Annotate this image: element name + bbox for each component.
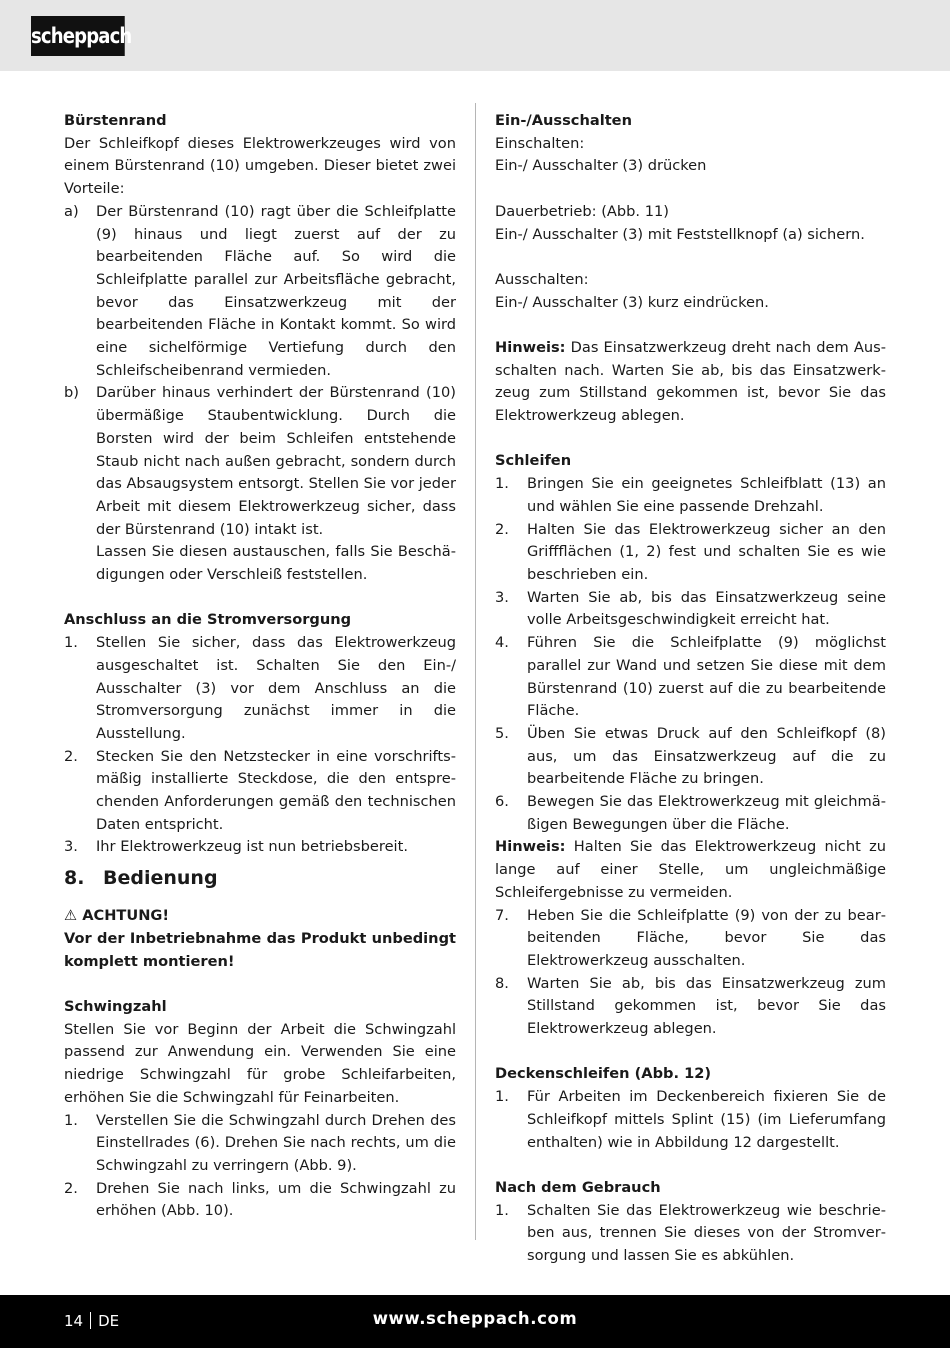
- label-ausschalten: Ausschalten:: [495, 270, 589, 288]
- text-dauerbetrieb: Ein-/ Ausschalter (3) mit Feststellknopf (a) sichern.: [495, 225, 865, 243]
- paragraph: Stellen Sie vor Beginn der Arbeit die Schwingzahl passend zur Anwendung ein. Verwenden Sie eine niedrige Schwingzahl für grobe Schleifarbeiten, erhöhen Sie die Schwingzahl für Feinarbeiten.: [64, 1020, 456, 1106]
- warning-text: Vor der Inbetriebnahme das Produkt unbedingt komplett montieren!: [64, 929, 456, 970]
- section-title: Bedienung: [103, 867, 218, 890]
- heading-nach-dem-gebrauch: Nach dem Gebrauch: [495, 1178, 661, 1196]
- list-item: [64, 201, 456, 383]
- list-text: Üben Sie etwas Druck auf den Schleifkopf (8) aus, um das Einsatzwerkzeug auf die zu bearbeitende Fläche zu bringen.: [527, 724, 886, 788]
- heading-buerstenrand: Bürstenrand: [64, 112, 167, 129]
- list-marker: 4.: [495, 634, 509, 652]
- list-text: Warten Sie ab, bis das Einsatzwerkzeug seine volle Arbeitsgeschwindigkeit erreicht hat.: [527, 588, 886, 629]
- list-text: Für Arbeiten im Deckenbereich fixieren Sie de Schleifkopf mittels Splint (15) (im Lieferumfang enthalten) wie in Abbildung 12 dargestellt.: [527, 1088, 886, 1151]
- list-text: Ihr Elektrowerkzeug ist nun betriebsbereit.: [96, 838, 408, 856]
- list-text: Führen Sie die Schleifplatte (9) möglichst parallel zur Wand und setzen Sie diese mit dem Bürstenrand (10) zuerst auf die zu bearbeitende Fläche.: [527, 634, 886, 720]
- website-url: www.scheppach.com: [372, 1309, 578, 1328]
- column-divider: [475, 103, 476, 1240]
- list-item: [495, 632, 886, 723]
- list-text: Bewegen Sie das Elektrowerkzeug mit gleichmäßigen Bewegungen über die Fläche.: [527, 793, 886, 833]
- list-item: [495, 905, 886, 973]
- list-marker: 7.: [495, 906, 509, 924]
- list-item: [64, 746, 456, 837]
- list-text: Schalten Sie das Elektrowerkzeug wie beschrieben aus, trennen Sie dieses von der Stromversorgung und lassen Sie es abkühlen.: [527, 1201, 886, 1265]
- list-item: [495, 791, 886, 836]
- list-marker: 2.: [64, 747, 78, 765]
- page-footer: [0, 1295, 950, 1348]
- list-marker: 1.: [495, 475, 509, 493]
- list-item: [64, 1178, 456, 1223]
- hint-text: Halten Sie das Elektrowerkzeug nicht zu lange auf einer Stelle, um ungleichmäßige Schleifergebnisse zu vermeiden.: [495, 838, 886, 901]
- list-text: Stecken Sie den Netzstecker in eine vorschriftsmäßig installierte Steckdose, die den entsprechenden Anforderungen gemäß den technischen Daten entspricht.: [96, 747, 456, 833]
- paragraph: Der Schleifkopf dieses Elektrowerkzeuges wird von einem Bürstenrand (10) umgeben. Dieser bietet zwei Vorteile:: [64, 134, 456, 198]
- list-item: [495, 1086, 886, 1154]
- heading-anschluss: Anschluss an die Stromversorgung: [64, 611, 352, 629]
- list-text: Warten Sie ab, bis das Einsatzwerkzeug zum Stillstand gekommen ist, bevor Sie das Elektrowerkzeug ablegen.: [527, 974, 886, 1038]
- list-item: [495, 587, 886, 632]
- list-item: [495, 1200, 886, 1268]
- warning-icon: ⚠: [64, 907, 78, 925]
- right-column: [495, 110, 886, 1268]
- list-item: [64, 382, 456, 541]
- hint-label: Hinweis:: [495, 838, 566, 856]
- language-code: DE: [98, 1312, 120, 1330]
- label-dauerbetrieb: Dauerbetrieb: (Abb. 11): [495, 202, 669, 220]
- list-marker: b): [64, 384, 79, 402]
- list-marker: 1.: [495, 1201, 509, 1219]
- text-einschalten: Ein-/ Ausschalter (3) drücken: [495, 157, 707, 175]
- list-marker: 8.: [495, 974, 509, 992]
- warning-title: ACHTUNG!: [82, 907, 170, 925]
- list-item: [495, 473, 886, 518]
- list-continuation: Lassen Sie diesen austauschen, falls Sie Beschädigungen oder Verschleiß feststellen.: [96, 543, 456, 584]
- list-text: Der Bürstenrand (10) ragt über die Schleifplatte (9) hinaus und liegt zuerst auf der zu bearbeitenden Fläche auf. So wird die Schleifplatte parallel zur Arbeitsfläche gebracht, bevor das Einsatzwerkzeug mit der bearbeitenden Fläche in Kontakt kommt. So wird eine sichelförmige Vertiefung durch den Schleifscheibenrand vermieden.: [96, 202, 456, 379]
- section-number: 8.: [64, 867, 85, 890]
- heading-deckenschleifen: Deckenschleifen (Abb. 12): [495, 1065, 712, 1083]
- list-item: [495, 519, 886, 587]
- left-column: [64, 110, 456, 1223]
- list-marker: 3.: [495, 588, 509, 606]
- label-einschalten: Einschalten:: [495, 134, 585, 152]
- list-marker: 1.: [495, 1088, 509, 1106]
- heading-ein-ausschalten: Ein-/Ausschalten: [495, 112, 632, 129]
- warning-heading: [64, 905, 456, 928]
- hint-paragraph: [495, 337, 886, 428]
- list-text: Darüber hinaus verhindert der Bürstenrand (10) übermäßige Staubentwicklung. Durch die Borsten wird der beim Schleifen entstehende Staub nicht nach außen gebracht, sondern durch das Absaugsystem entsorgt. Stellen Sie vor jeder Arbeit mit diesem Elektrowerkzeug sicher, dass der Bürstenrand (10) intakt ist.: [96, 384, 456, 538]
- list-marker: 1.: [64, 634, 78, 652]
- list-text: Verstellen Sie die Schwingzahl durch Drehen des Einstellrades (6). Drehen Sie nach rechts, um die Schwingzahl zu verringern (Abb. 9).: [96, 1111, 456, 1174]
- heading-schwingzahl: Schwingzahl: [64, 997, 167, 1015]
- list-marker: 2.: [64, 1179, 78, 1197]
- page-header: [0, 0, 950, 71]
- section-heading: [64, 865, 456, 891]
- heading-schleifen: Schleifen: [495, 452, 572, 470]
- list-marker: 5.: [495, 724, 509, 742]
- list-text: Stellen Sie sicher, dass das Elektrowerkzeug ausgeschaltet ist. Schalten Sie den Ein-/ Ausschalter (3) vor dem Anschluss an die Stromversorgung zunächst immer in die Ausstellung.: [96, 634, 456, 742]
- list-text: Drehen Sie nach links, um die Schwingzahl zu erhöhen (Abb. 10).: [96, 1179, 456, 1220]
- list-marker: 2.: [495, 520, 509, 538]
- page-number: 14: [64, 1312, 84, 1330]
- scheppach-logo: scheppach: [31, 16, 125, 56]
- list-marker: 6.: [495, 793, 509, 811]
- list-item: [64, 632, 456, 746]
- list-text: Heben Sie die Schleifplatte (9) von der zu bearbeitenden Fläche, bevor Sie das Elektrowerkzeug ausschalten.: [527, 906, 886, 969]
- list-marker: a): [64, 202, 79, 220]
- list-text: Halten Sie das Elektrowerkzeug sicher an den Griffflächen (1, 2) fest und schalten Sie es wie beschrieben ein.: [527, 520, 886, 583]
- list-marker: 1.: [64, 1111, 78, 1129]
- list-marker: 3.: [64, 838, 78, 856]
- list-item: [495, 973, 886, 1041]
- hint-text: Das Einsatzwerkzeug dreht nach dem Ausschalten nach. Warten Sie ab, bis das Einsatzwerkzeug zum Stillstand gekommen ist, bevor Sie das Elektrowerkzeug ablegen.: [495, 338, 886, 425]
- list-item: [495, 723, 886, 791]
- list-item: [64, 836, 456, 859]
- hint-label: Hinweis:: [495, 338, 566, 356]
- list-item: [64, 1110, 456, 1178]
- text-ausschalten: Ein-/ Ausschalter (3) kurz eindrücken.: [495, 293, 769, 311]
- list-text: Bringen Sie ein geeignetes Schleifblatt (13) an und wählen Sie eine passende Drehzahl.: [527, 475, 886, 515]
- hint-paragraph: [495, 836, 886, 904]
